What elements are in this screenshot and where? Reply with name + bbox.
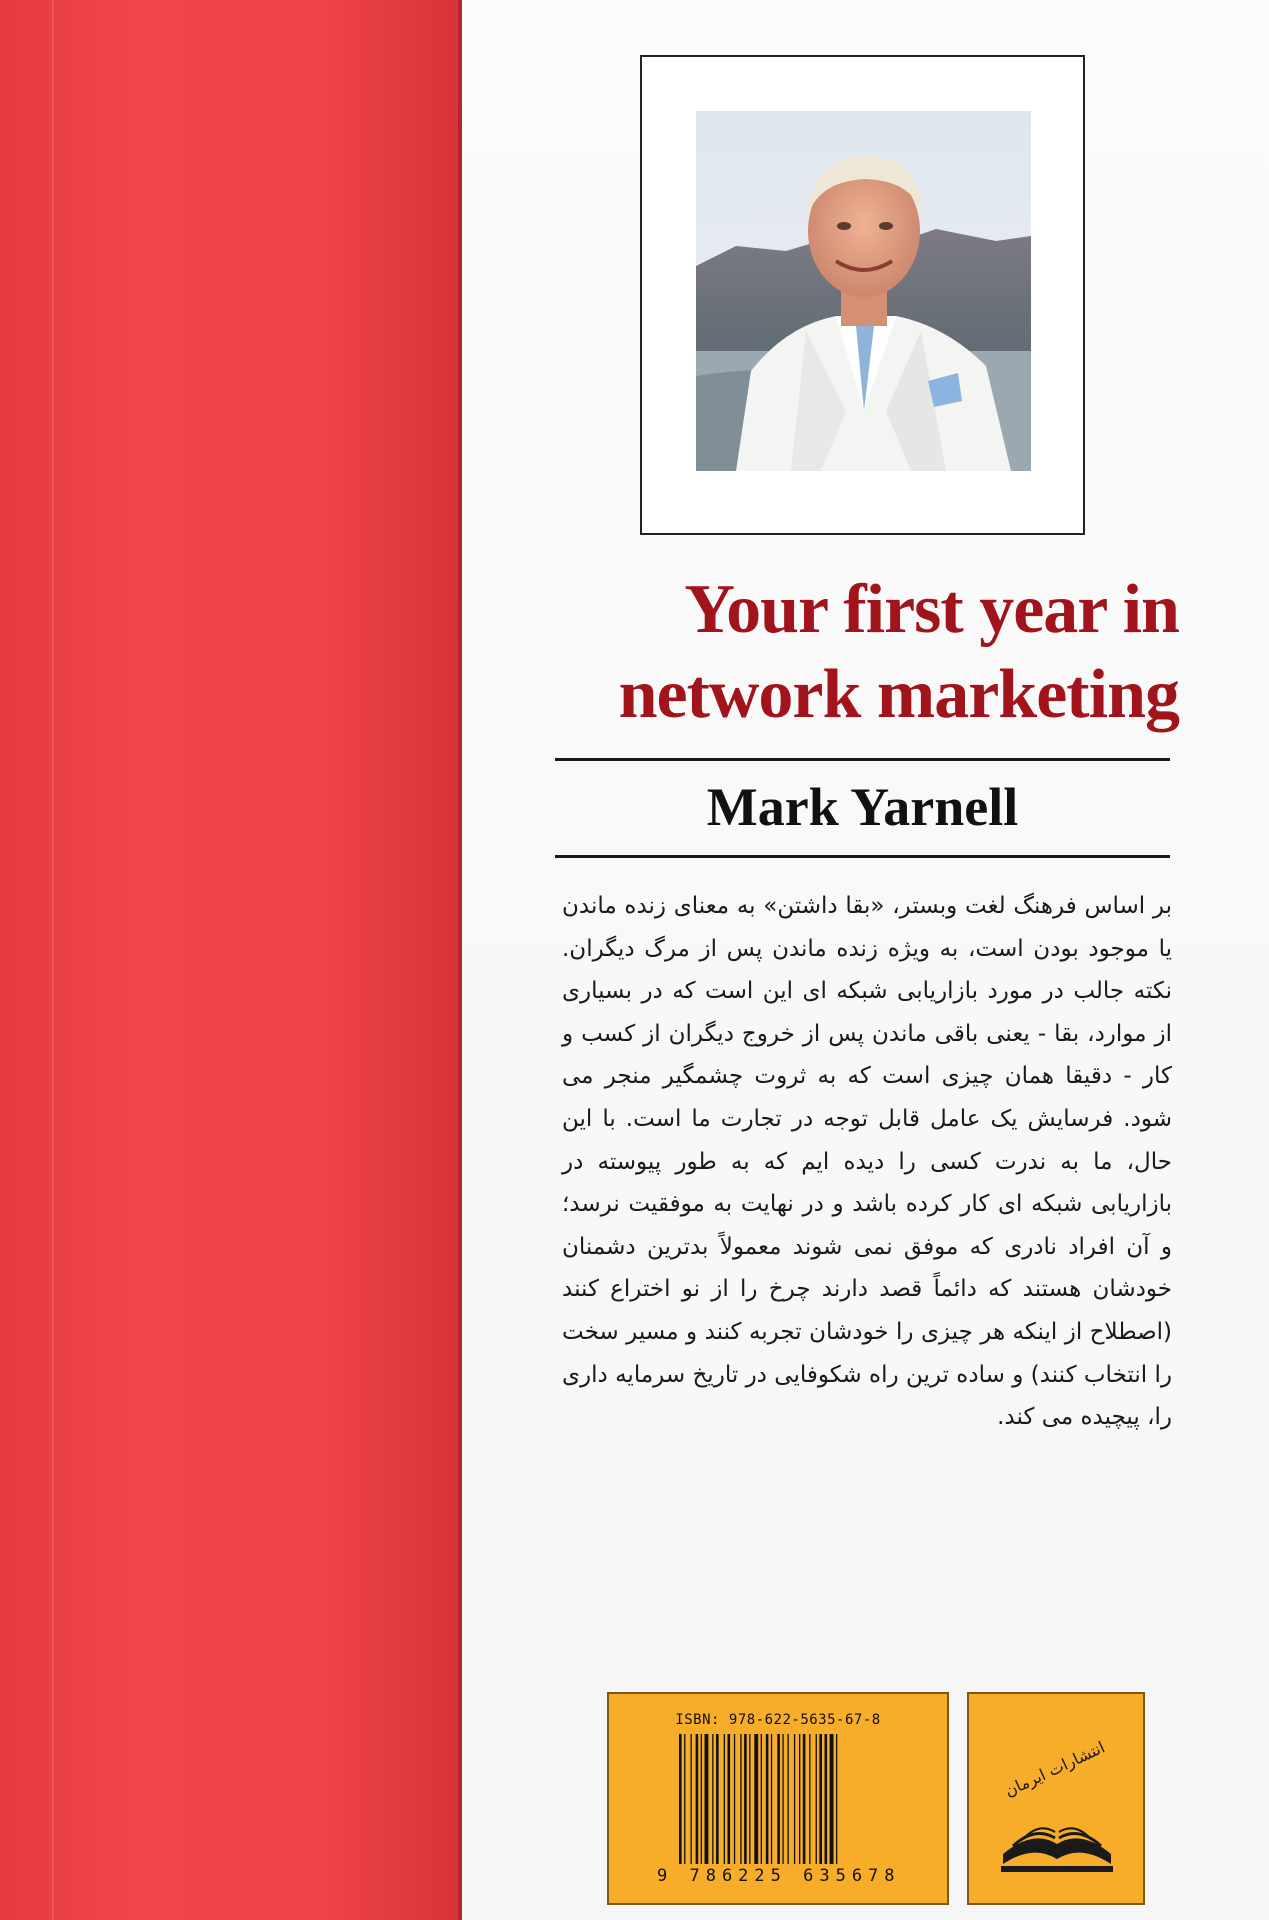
author-portrait-photo [696, 111, 1031, 471]
book-title-line-1: Your first year in [684, 571, 1179, 648]
barcode-digits: 9 786225 635678 [657, 1866, 901, 1886]
back-cover-blurb: بر اساس فرهنگ لغت وبستر، «بقا داشتن» به معنای زنده ماندن یا موجود بودن است، به ویژه زنده ماندن پس از مرگ دیگران. نکته جالب در مورد بازاریابی شبکه ای این است که در بسیاری از موارد، بقا - یعنی باقی ماندن پس از خروج دیگران از کسب و کار - دقیقا همان چیزی است که به ثروت چشمگیر منجر می شود. فرسایش یک عامل قابل توجه در تجارت ما است. با این حال، ما به ندرت کسی را دیده ایم که به طور پیوسته در بازاریابی شبکه ای کار کرده باشد و در نهایت به موفقیت نرسد؛ و آن افراد نادری که موفق نمی شوند معمولاً بدترین دشمنان خودشان هستند که دائماً قصد دارند چرخ را از نو اختراع کنند (اصطلاح از اینکه هر چیزی را خودشان تجربه کنند و مسیر سخت را انتخاب کنند) و ساده ترین راه شکوفایی در تاریخ سرمایه داری را، پیچیده می کند. [562, 893, 1172, 1431]
isbn-label [607, 1692, 949, 1905]
publisher-logo [967, 1692, 1145, 1905]
spine-fold-line [52, 0, 54, 1920]
open-book-logo-icon [983, 1704, 1131, 1894]
author-photo-frame [640, 55, 1085, 535]
title-divider-bottom [555, 855, 1170, 858]
title-divider-top [555, 758, 1170, 761]
publisher-name: انتشارات ایرمان [1001, 1737, 1108, 1801]
isbn-number: ISBN: 978-622-5635-67-8 [675, 1712, 881, 1728]
author-name: Mark Yarnell [706, 777, 1019, 837]
barcode-icon [677, 1734, 891, 1864]
red-spine-band [0, 0, 462, 1920]
book-title-line-2: network marketing [618, 656, 1179, 733]
